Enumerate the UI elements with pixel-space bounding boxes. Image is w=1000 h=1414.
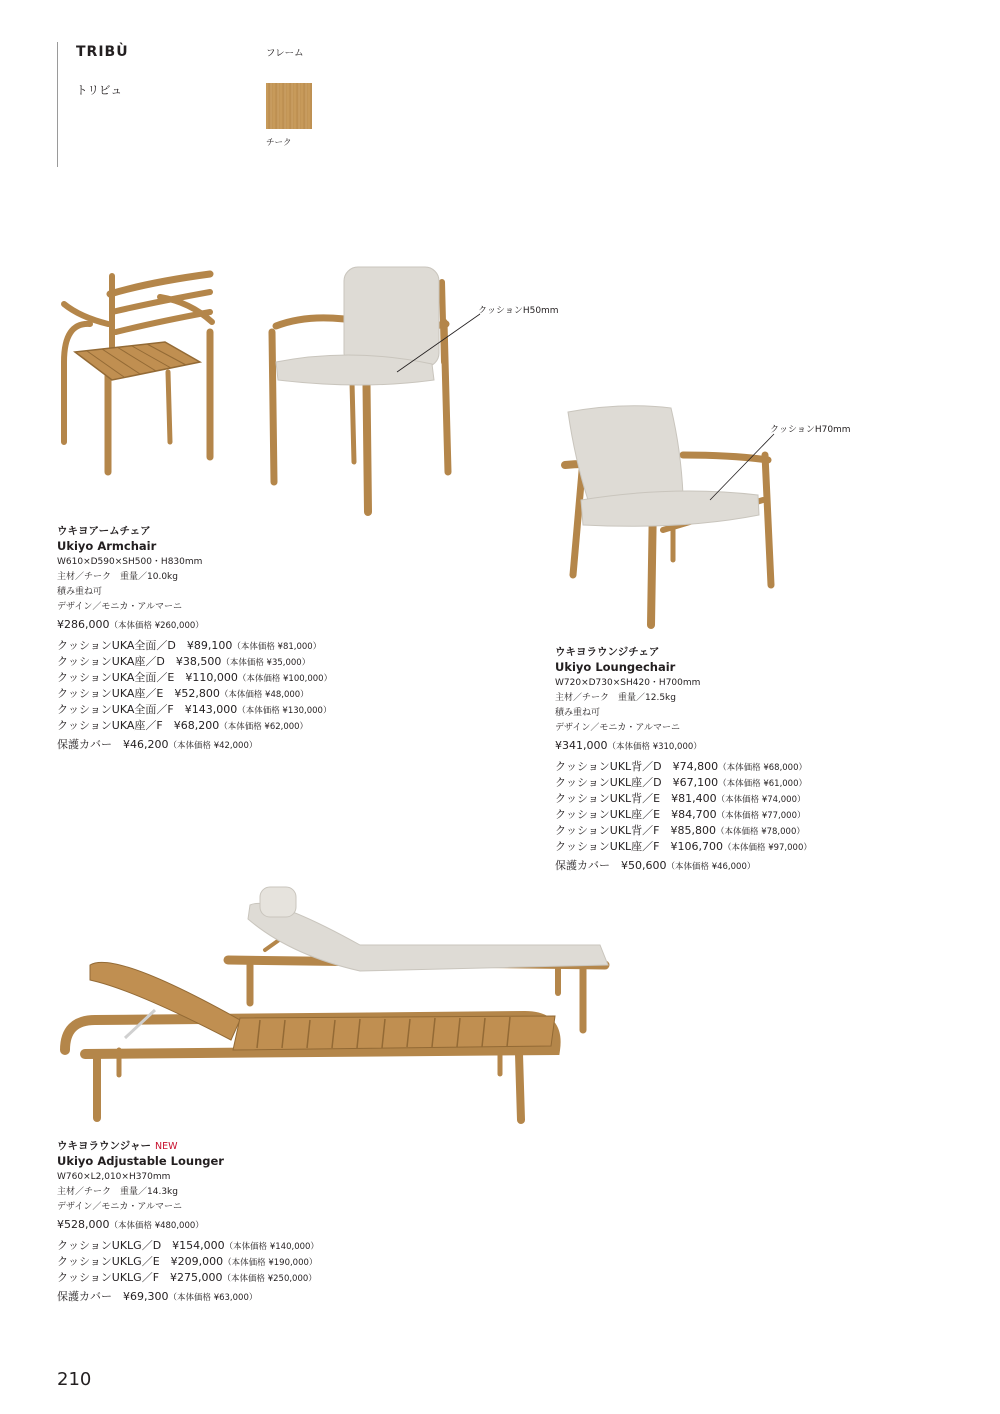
teak-swatch bbox=[266, 83, 312, 129]
page-number: 210 bbox=[57, 1369, 92, 1390]
lounge-option: クッションUKL背／D ¥74,800（本体価格 ¥68,000） bbox=[555, 759, 807, 773]
lounger-cover: 保護カバー ¥69,300（本体価格 ¥63,000） bbox=[57, 1290, 258, 1304]
armchair-callout: クッションH50mm bbox=[478, 306, 559, 316]
lounger-info bbox=[57, 1141, 319, 1303]
armchair-callout-line bbox=[395, 312, 485, 374]
swatch-label: チーク bbox=[266, 138, 292, 148]
lounger-design: デザイン／モニカ・アルマーニ bbox=[57, 1202, 183, 1212]
new-badge: NEW bbox=[155, 1141, 178, 1152]
lounge-option: クッションUKL背／F ¥85,800（本体価格 ¥78,000） bbox=[555, 823, 805, 837]
armchair-option: クッションUKA座／E ¥52,800（本体価格 ¥48,000） bbox=[57, 686, 309, 700]
lounger-material: 主材／チーク 重量／14.3kg bbox=[57, 1187, 178, 1197]
loungechair-info bbox=[555, 647, 812, 872]
lounge-material: 主材／チーク 重量／12.5kg bbox=[555, 693, 676, 703]
lounge-option: クッションUKL座／F ¥106,700（本体価格 ¥97,000） bbox=[555, 839, 812, 853]
armchair-option: クッションUKA全面／E ¥110,000（本体価格 ¥100,000） bbox=[57, 670, 333, 684]
armchair-cushion-image bbox=[262, 262, 462, 522]
armchair-option: クッションUKA座／F ¥68,200（本体価格 ¥62,000） bbox=[57, 718, 309, 732]
armchair-option: クッションUKA座／D ¥38,500（本体価格 ¥35,000） bbox=[57, 654, 311, 668]
lounger-option: クッションUKLG／E ¥209,000（本体価格 ¥190,000） bbox=[57, 1254, 318, 1268]
lounge-name-jp: ウキヨラウンジチェア bbox=[555, 646, 660, 658]
lounger-name-en: Ukiyo Adjustable Lounger bbox=[57, 1153, 224, 1168]
armchair-stack: 積み重ね可 bbox=[57, 587, 103, 597]
loungechair-callout-line bbox=[708, 432, 778, 502]
brand-divider bbox=[57, 42, 58, 167]
armchair-price: ¥286,000（本体価格 ¥260,000） bbox=[57, 618, 204, 631]
armchair-dims: W610×D590×SH500・H830mm bbox=[57, 557, 203, 567]
armchair-cover: 保護カバー ¥46,200（本体価格 ¥42,000） bbox=[57, 738, 258, 752]
lounge-option: クッションUKL座／D ¥67,100（本体価格 ¥61,000） bbox=[555, 775, 807, 789]
lounge-design: デザイン／モニカ・アルマーニ bbox=[555, 723, 681, 733]
armchair-bare-image bbox=[50, 262, 230, 482]
armchair-option: クッションUKA全面／D ¥89,100（本体価格 ¥81,000） bbox=[57, 638, 322, 652]
lounger-bare-image bbox=[55, 950, 565, 1125]
lounge-dims: W720×D730×SH420・H700mm bbox=[555, 678, 701, 688]
armchair-name-en: Ukiyo Armchair bbox=[57, 538, 157, 553]
armchair-material: 主材／チーク 重量／10.0kg bbox=[57, 572, 178, 582]
armchair-design: デザイン／モニカ・アルマーニ bbox=[57, 602, 183, 612]
brand-name: TRIBÙ bbox=[76, 44, 129, 60]
lounge-stack: 積み重ね可 bbox=[555, 708, 601, 718]
armchair-name-jp: ウキヨアームチェア bbox=[57, 525, 151, 537]
lounge-option: クッションUKL座／E ¥84,700（本体価格 ¥77,000） bbox=[555, 807, 806, 821]
lounger-option: クッションUKLG／F ¥275,000（本体価格 ¥250,000） bbox=[57, 1270, 317, 1284]
lounge-name-en: Ukiyo Loungechair bbox=[555, 659, 676, 674]
lounge-cover: 保護カバー ¥50,600（本体価格 ¥46,000） bbox=[555, 859, 756, 873]
armchair-option: クッションUKA全面／F ¥143,000（本体価格 ¥130,000） bbox=[57, 702, 332, 716]
lounger-dims: W760×L2,010×H370mm bbox=[57, 1172, 171, 1182]
lounger-option: クッションUKLG／D ¥154,000（本体価格 ¥140,000） bbox=[57, 1238, 319, 1252]
lounger-price: ¥528,000（本体価格 ¥480,000） bbox=[57, 1218, 204, 1231]
lounge-option: クッションUKL背／E ¥81,400（本体価格 ¥74,000） bbox=[555, 791, 806, 805]
lounge-price: ¥341,000（本体価格 ¥310,000） bbox=[555, 739, 702, 752]
brand-name-jp: トリビュ bbox=[76, 83, 122, 97]
armchair-info bbox=[57, 526, 332, 751]
lounger-name-jp: ウキヨラウンジャー NEW bbox=[57, 1140, 178, 1152]
frame-label: フレーム bbox=[266, 48, 304, 59]
loungechair-callout: クッションH70mm bbox=[770, 425, 851, 435]
